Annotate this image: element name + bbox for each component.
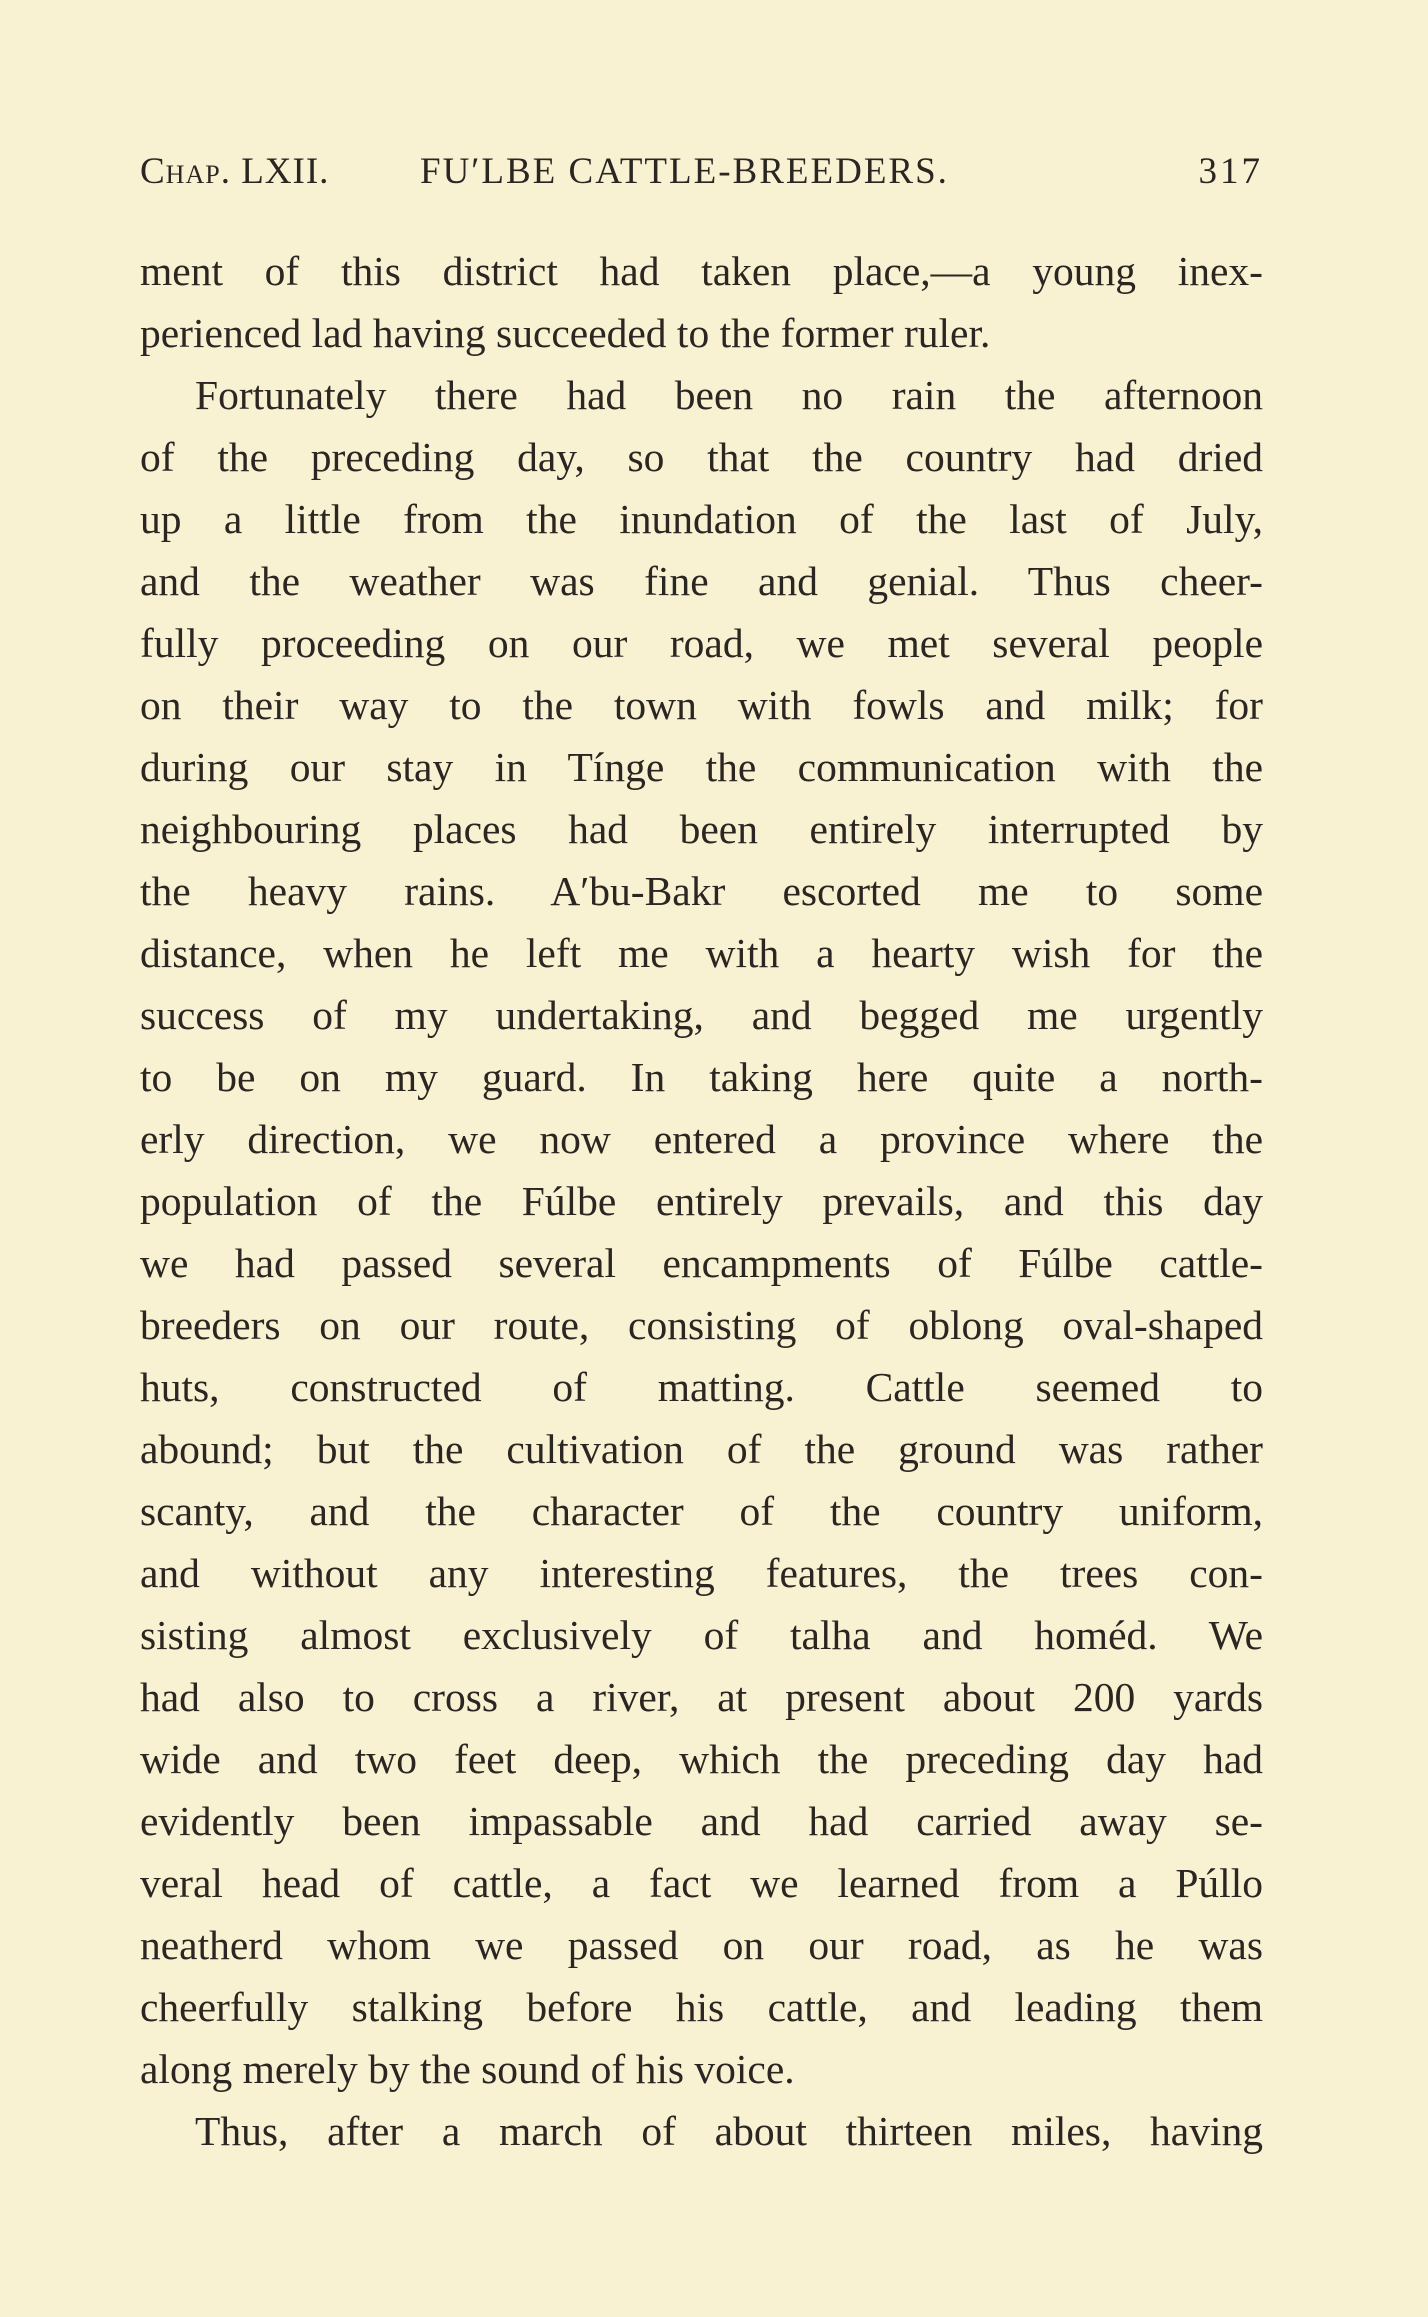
text-line: scanty, and the character of the country uniform, <box>140 1488 1263 1534</box>
text-line: the heavy rains. A′bu-Bakr escorted me to some <box>140 868 1263 914</box>
running-title: FU′LBE CATTLE-BREEDERS. <box>420 151 949 192</box>
chapter-label: Chap. LXII. <box>140 151 330 192</box>
text-line: ment of this district had taken place,—a young inex- <box>140 248 1263 294</box>
text-line: Fortunately there had been no rain the afternoon <box>195 372 1263 418</box>
text-line: to be on my guard. In taking here quite a north- <box>140 1054 1263 1100</box>
text-line: erly direction, we now entered a province where the <box>140 1116 1263 1162</box>
text-line: neighbouring places had been entirely interrupted by <box>140 806 1263 852</box>
text-line: of the preceding day, so that the country had dried <box>140 434 1263 480</box>
text-line: success of my undertaking, and begged me urgently <box>140 992 1263 1038</box>
text-line: on their way to the town with fowls and milk; for <box>140 682 1263 728</box>
text-line: up a little from the inundation of the last of July, <box>140 496 1263 542</box>
text-line: neatherd whom we passed on our road, as he was <box>140 1922 1263 1968</box>
text-line: wide and two feet deep, which the preceding day had <box>140 1736 1263 1782</box>
text-line: distance, when he left me with a hearty wish for the <box>140 930 1263 976</box>
text-line: Thus, after a march of about thirteen miles, having <box>195 2108 1263 2154</box>
text-line: during our stay in Tínge the communication with the <box>140 744 1263 790</box>
text-line: along merely by the sound of his voice. <box>140 2046 795 2092</box>
text-line: had also to cross a river, at present about 200 yards <box>140 1674 1263 1720</box>
text-line: and without any interesting features, the trees con- <box>140 1550 1263 1596</box>
text-line: huts, constructed of matting. Cattle seemed to <box>140 1364 1263 1410</box>
running-header <box>140 150 1263 200</box>
text-line: perienced lad having succeeded to the former ruler. <box>140 310 991 356</box>
body-text <box>140 240 1263 2162</box>
text-line: we had passed several encampments of Fúlbe cattle- <box>140 1240 1263 1286</box>
page-number: 317 <box>1198 151 1263 192</box>
text-line: population of the Fúlbe entirely prevails, and this day <box>140 1178 1263 1224</box>
text-line: breeders on our route, consisting of oblong oval-shaped <box>140 1302 1263 1348</box>
text-line: veral head of cattle, a fact we learned from a Púllo <box>140 1860 1263 1906</box>
text-line: sisting almost exclusively of talha and homéd. We <box>140 1612 1263 1658</box>
text-line: fully proceeding on our road, we met several people <box>140 620 1263 666</box>
text-line: cheerfully stalking before his cattle, and leading them <box>140 1984 1263 2030</box>
text-line: evidently been impassable and had carried away se- <box>140 1798 1263 1844</box>
text-line: abound; but the cultivation of the ground was rather <box>140 1426 1263 1472</box>
text-line: and the weather was fine and genial. Thus cheer- <box>140 558 1263 604</box>
